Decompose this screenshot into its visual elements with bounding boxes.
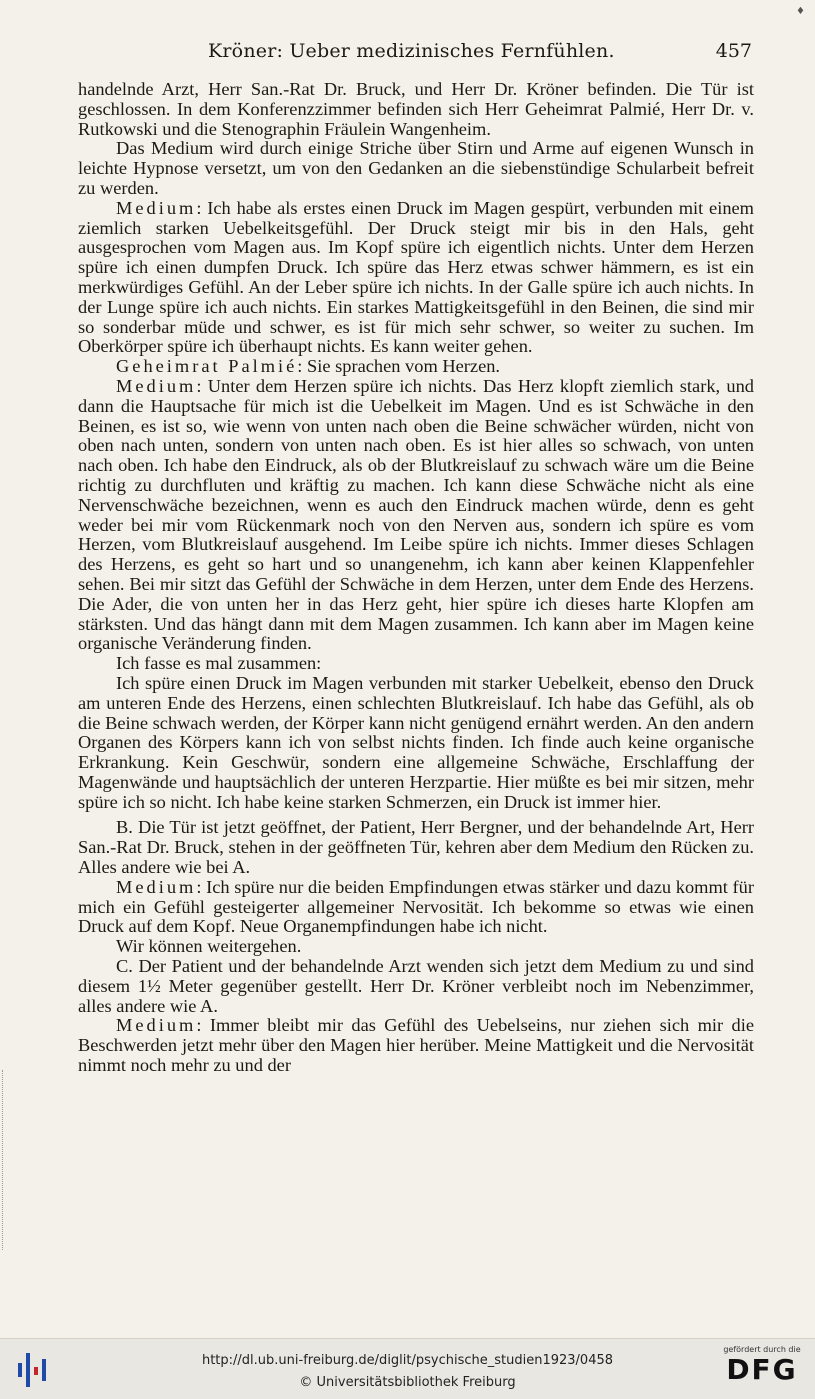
speaker-label: Medium <box>116 375 197 396</box>
paragraph <box>78 818 754 877</box>
paragraph-text: : Sie sprachen vom Herzen. <box>297 356 501 377</box>
permalink-url[interactable]: http://dl.ub.uni-freiburg.de/diglit/psychische_studien1923/0458 <box>201 1353 614 1368</box>
paragraph-text: Das Medium wird durch einige Striche über Stirn und Arme auf eigenen Wunsch in leichte Hypnose versetzt, um von den Gedanken an die siebenstündige Schularbeit befreit zu werden. <box>78 138 754 198</box>
paragraph <box>78 937 754 957</box>
speaker-label: Medium <box>116 197 197 218</box>
paragraph <box>78 957 754 1016</box>
dfg-caption: gefördert durch die <box>723 1345 801 1354</box>
paragraph-text: handelnde Arzt, Herr San.-Rat Dr. Bruck, und Herr Dr. Kröner befinden. Die Tür ist geschlossen. In dem Konferenzzimmer befinden sich Herr Geheimrat Palmié, Herr Dr. v. Rutkowski und die Stenographin Fräulein Wangenheim. <box>78 79 754 139</box>
paragraph <box>78 357 754 377</box>
paragraph-text: : Immer bleibt mir das Gefühl des Uebelseins, nur ziehen sich mir die Beschwerden jetzt mehr über den Magen hier herüber. Meine Mattigkeit und die Nervosität nimmt noch mehr zu und der <box>78 1015 754 1076</box>
paragraph <box>78 674 754 813</box>
page-number: 457 <box>715 40 752 62</box>
running-title: Kröner: Ueber medizinisches Fernfühlen. <box>208 40 615 62</box>
paragraph <box>78 377 754 654</box>
paragraph-text: : Unter dem Herzen spüre ich nichts. Das Herz klopft ziemlich stark, und dann die Hauptsache für mich ist die Uebelkeit im Magen. Und es ist Schwäche in den Beinen, es ist so, wie wenn von unten nach oben die Beine schwächer würden, nicht von oben nach unten, sondern von unten nach oben. Es ist hier alles so schwach, von unten nach oben. Ich habe den Eindruck, als ob der Blutkreislauf zu schwach wäre um die Beine richtig zu durchfluten und kräftig zu machen. Ich kann diese Schwäche nicht als eine Nervenschwäche bezeichnen, wenn es auch den Eindruck machen würde, denn es geht weder bei mir vom Rückenmark noch von den Nerven aus, sondern ich spüre es vom Herzen, vom Blutkreislauf ausgehend. Im Leibe spüre ich nichts. Immer dieses Schlagen des Herzens, es geht so hart und so unangenehm, ich kann aber keinen Klappenfehler sehen. Bei mir sitzt das Gefühl der Schwäche in dem Herzen, unter dem Ende des Herzens. Die Ader, die von unten her in das Herz geht, hier spüre ich dieses harte Klopfen am stärksten. Und das hängt dann mit dem Magen zusammen. Ich kann aber im Magen keine organische Veränderung finden. <box>78 375 754 654</box>
speaker-label: Medium <box>116 1015 197 1036</box>
paragraph-text: Ich spüre einen Druck im Magen verbunden mit starker Uebelkeit, ebenso den Druck am unteren Ende des Herzens, einen schlechten Blutkreislauf. Ich habe das Gefühl, als ob die Beine schwach werden, der Körper kann nicht genügend ernährt werden. An den andern Organen des Körpers kann ich von selbst nichts finden. Ich finde auch keine organische Erkrankung. Kein Geschwür, sondern eine allgemeine Schwäche, Erschlaffung der Magenwände und hauptsächlich der unteren Herzpartie. Hier müßte es bei mir sitzen, mehr spüre ich so nicht. Ich habe keine starken Schmerzen, ein Druck ist immer hier. <box>78 672 754 812</box>
dfg-logo-text: DFG <box>726 1353 798 1386</box>
corner-mark: ♦ <box>796 6 805 17</box>
paragraph <box>78 1016 754 1075</box>
dfg-logo <box>719 1345 805 1386</box>
page-header <box>78 40 754 70</box>
body-text <box>78 80 754 1076</box>
viewer-footer <box>0 1338 815 1399</box>
paragraph-text: C. Der Patient und der behandelnde Arzt wenden sich jetzt dem Medium zu und sind diesem 1½ Meter gegenüber gestellt. Herr Dr. Kröner verbleibt noch im Nebenzimmer, alles andere wie A. <box>78 956 754 1016</box>
paragraph <box>78 80 754 139</box>
paragraph-text: : Ich habe als erstes einen Druck im Magen gespürt, verbunden mit einem ziemlich starken Uebelkeitsgefühl. Der Druck steigt mir bis in den Hals, geht ausgesprochen vom Magen aus. Im Kopf spüre ich eigentlich nichts. Unter dem Herzen spüre ich einen dumpfen Druck. Ich spüre das Herz etwas schwer hämmern, es ist ein merkwürdiges Gefühl. An der Leber spüre ich nichts. In der Galle spüre ich auch nichts. In der Lunge spüre ich auch nichts. Ein starkes Mattigkeitsgefühl in den Beinen, die sind mir so sonderbar müde und schwer, es ist für mich sehr schwer, so weiter zu suchen. Im Oberkörper spüre ich überhaupt nichts. Es kann weiter gehen. <box>78 197 754 357</box>
paragraph-text: B. Die Tür ist jetzt geöffnet, der Patient, Herr Bergner, und der behandelnde Art, Herr San.-Rat Dr. Bruck, stehen in der geöffneten Tür, kehren aber dem Medium den Rücken zu. Alles andere wie bei A. <box>78 817 754 878</box>
paragraph-text: Wir können weitergehen. <box>116 936 302 957</box>
paragraph-text: Ich fasse es mal zusammen: <box>116 653 322 674</box>
paragraph-text: : Ich spüre nur die beiden Empfindungen etwas stärker und dazu kommt für mich ein Gefühl gesteigerter allgemeiner Nervosität. Ich bekomme so etwas wie einen Druck auf dem Kopf. Neue Organempfindungen habe ich nicht. <box>78 876 754 937</box>
paragraph <box>78 139 754 198</box>
paragraph <box>78 878 754 937</box>
copyright-notice: © Universitätsbibliothek Freiburg <box>299 1375 516 1390</box>
paragraph <box>78 199 754 357</box>
paragraph <box>78 654 754 674</box>
speaker-label: Geheimrat Palmié <box>116 356 298 377</box>
scan-edge-marks <box>2 1070 9 1250</box>
speaker-label: Medium <box>116 876 197 897</box>
